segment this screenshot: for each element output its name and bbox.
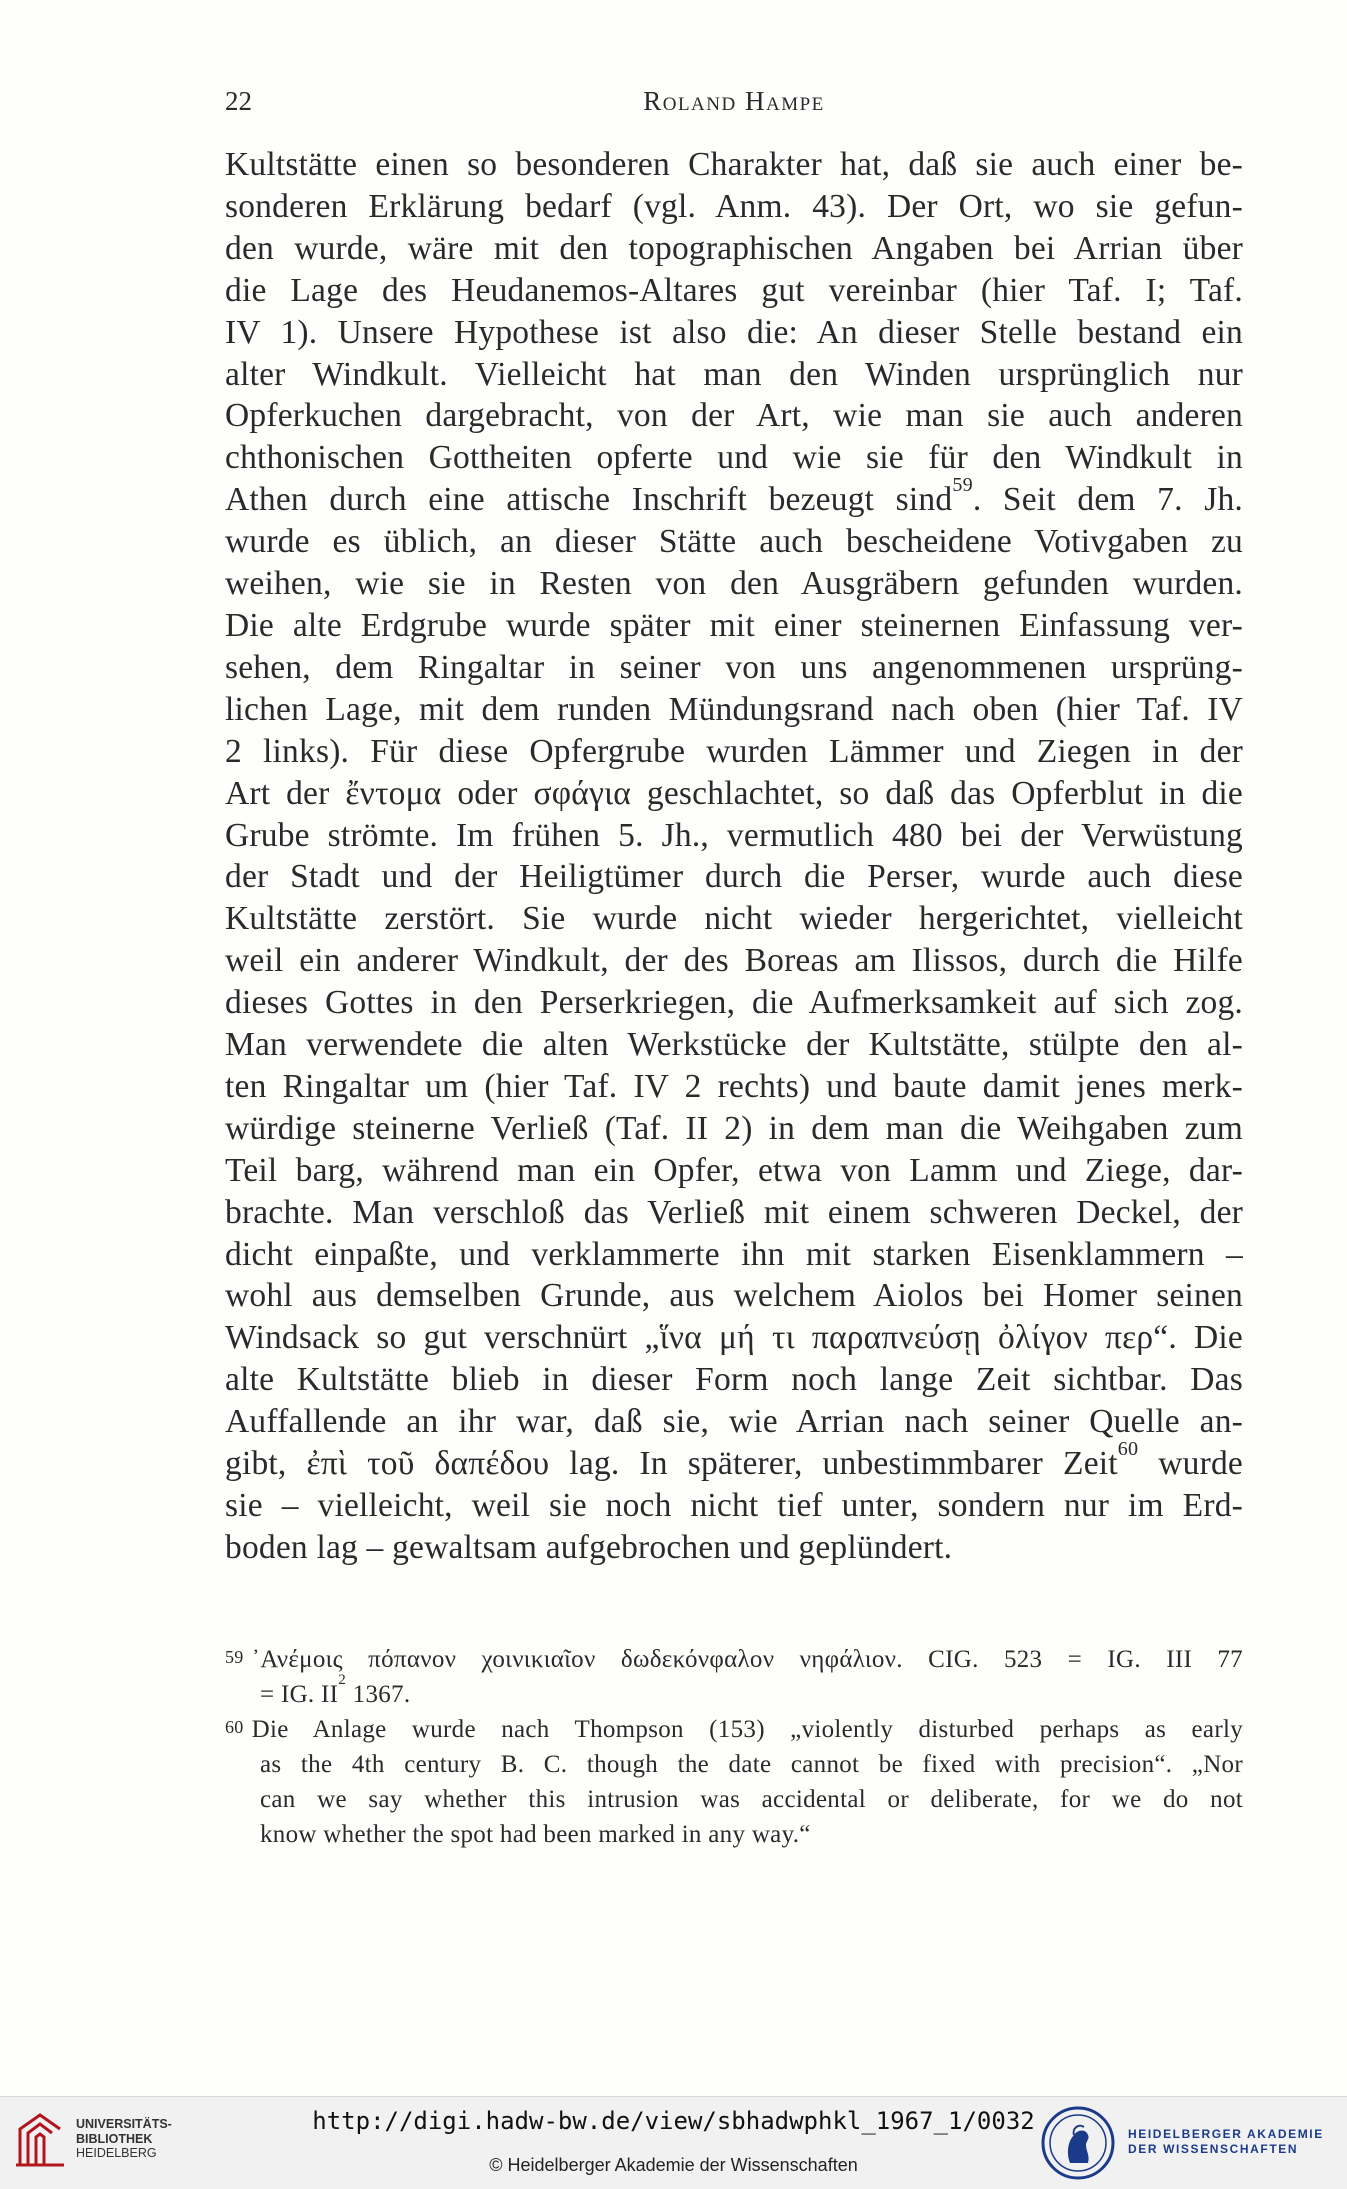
body-line: dicht einpaßte, und verklammerte ihn mit starken Eisenklammern – (225, 1235, 1243, 1273)
body-line: alter Windkult. Vielleicht hat man den Winden ursprünglich nur (225, 355, 1243, 393)
body-line: brachte. Man verschloß das Verließ mit einem schweren Deckel, der (225, 1193, 1243, 1231)
line-text-tail: wurde (1138, 1445, 1243, 1483)
body-line: Auffallende an ihr war, daß sie, wie Arrian nach seiner Quelle an- (225, 1403, 1243, 1441)
body-line: ten Ringaltar um (hier Taf. IV 2 rechts) und baute damit jenes merk- (225, 1067, 1243, 1105)
academy-name (1128, 2127, 1324, 2157)
footnote-60-line: can we say whether this intrusion was accidental or deliberate, for we do not (260, 1786, 1243, 1813)
footnote-59-text: ᾿Ανέμοις πόπανον χοινικιαῖον δωδεκόνφαλον νηφάλιον. CIG. 523 = IG. III 77 (251, 1646, 1243, 1673)
line-text: gibt, ἐπὶ τοῦ δαπέδου lag. In späterer, unbestimmbarer Zeit (225, 1445, 1118, 1483)
body-line: wurde es üblich, an dieser Stätte auch bescheidene Votivgaben zu (225, 523, 1243, 561)
permalink-url[interactable]: http://digi.hadw-bw.de/view/sbhadwphkl_1967_1/0032 (312, 2107, 1035, 2135)
academy-seal-icon[interactable] (1040, 2105, 1116, 2181)
page-header (225, 86, 1243, 126)
body-line: sie – vielleicht, weil sie noch nicht tief unter, sondern nur im Erd- (225, 1487, 1243, 1524)
footnote-60-line: know whether the spot had been marked in any way.“ (260, 1821, 811, 1848)
footer-band (0, 2096, 1347, 2189)
body-line: Art der ἔντομα oder σφάγια geschlachtet, so daß das Opferblut in die (225, 774, 1243, 812)
line-text-tail: . Seit dem 7. Jh. (972, 481, 1243, 519)
body-line: lichen Lage, mit dem runden Mündungsrand nach oben (hier Taf. IV (225, 690, 1243, 728)
body-line: weil ein anderer Windkult, der des Boreas am Ilissos, durch die Hilfe (225, 942, 1243, 980)
body-line: Kultstätte einen so besonderen Charakter hat, daß sie auch einer be- (225, 146, 1243, 183)
body-line-with-note (225, 1438, 1243, 1485)
body-line: Grube strömte. Im frühen 5. Jh., vermutlich 480 bei der Verwüstung (225, 816, 1243, 854)
body-line: die Lage des Heudanemos-Altares gut vereinbar (hier Taf. I; Taf. (225, 271, 1243, 309)
line-text: Athen durch eine attische Inschrift bezeugt sind (225, 481, 953, 519)
body-line: Kultstätte zerstört. Sie wurde nicht wieder hergerichtet, vielleicht (225, 900, 1243, 938)
body-line: den wurde, wäre mit den topographischen Angaben bei Arrian über (225, 229, 1243, 267)
body-line: der Stadt und der Heiligtümer durch die Perser, wurde auch diese (225, 858, 1243, 896)
copyright-notice: © Heidelberger Akademie der Wissenschaften (489, 2155, 858, 2175)
footnotes (225, 1642, 1243, 1852)
footnote-59-superscript: 2 (338, 1672, 347, 1688)
body-line: Man verwendete die alten Werkstücke der Kultstätte, stülpte den al- (225, 1026, 1243, 1064)
body-line: dieses Gottes in den Perserkriegen, die Aufmerksamkeit auf sich zog. (225, 984, 1243, 1022)
body-text (225, 144, 1243, 1569)
footnote-60-line (225, 1712, 1243, 1747)
footnote-ref-59[interactable]: 59 (952, 474, 973, 497)
footnote-59-mark: 59 (225, 1647, 244, 1667)
body-line: weihen, wie sie in Resten von den Ausgräbern gefunden wurden. (225, 565, 1243, 603)
running-head: Roland Hampe (643, 86, 825, 116)
body-line: Opferkuchen dargebracht, von der Art, wie man sie auch anderen (225, 397, 1243, 435)
footnote-ref-60[interactable]: 60 (1117, 1438, 1139, 1461)
body-line: würdige steinerne Verließ (Taf. II 2) in dem man die Weihgaben zum (225, 1109, 1243, 1147)
library-line: HEIDELBERG (76, 2146, 157, 2160)
footnote-59-text: = IG. II (260, 1681, 339, 1708)
body-line: wohl aus demselben Grunde, aus welchem Aiolos bei Homer seinen (225, 1277, 1243, 1315)
footnote-59-line (225, 1672, 1243, 1712)
body-line: sehen, dem Ringaltar in seiner von uns angenommenen ursprüng- (225, 648, 1243, 686)
library-line: UNIVERSITÄTS- (76, 2117, 172, 2131)
body-line: 2 links). Für diese Opfergrube wurden Lämmer und Ziegen in der (225, 732, 1243, 770)
body-line-with-note (225, 474, 1243, 521)
body-line: Die alte Erdgrube wurde später mit einer steinernen Einfassung ver- (225, 606, 1243, 644)
body-line: IV 1). Unsere Hypothese ist also die: An dieser Stelle bestand ein (225, 313, 1243, 351)
library-line: BIBLIOTHEK (76, 2131, 153, 2146)
footnote-59-line (225, 1642, 1243, 1677)
footnote-59-text: 1367. (346, 1681, 411, 1708)
footnote-60-line: as the 4th century B. C. though the date cannot be fixed with precision“. „Nor (260, 1751, 1243, 1778)
body-line: Windsack so gut verschnürt „ἵνα μή τι παραπνεύσῃ ὀλίγον περ“. Die (225, 1319, 1243, 1357)
body-line: sonderen Erklärung bedarf (vgl. Anm. 43). Der Ort, wo sie gefun- (225, 187, 1243, 225)
body-line: boden lag – gewaltsam aufgebrochen und geplündert. (225, 1528, 953, 1566)
body-line: chthonischen Gottheiten opferte und wie sie für den Windkult in (225, 439, 1243, 477)
body-line: alte Kultstätte blieb in dieser Form noch lange Zeit sichtbar. Das (225, 1361, 1243, 1399)
body-line: Teil barg, während man ein Opfer, etwa von Lamm und Ziege, dar- (225, 1151, 1243, 1189)
academy-line: DER WISSENSCHAFTEN (1128, 2142, 1299, 2156)
footnote-60-text: Die Anlage wurde nach Thompson (153) „violently disturbed perhaps as early (251, 1716, 1243, 1743)
footnote-60-mark: 60 (225, 1717, 244, 1737)
academy-line: HEIDELBERGER AKADEMIE (1128, 2127, 1324, 2141)
page-number: 22 (225, 86, 252, 116)
